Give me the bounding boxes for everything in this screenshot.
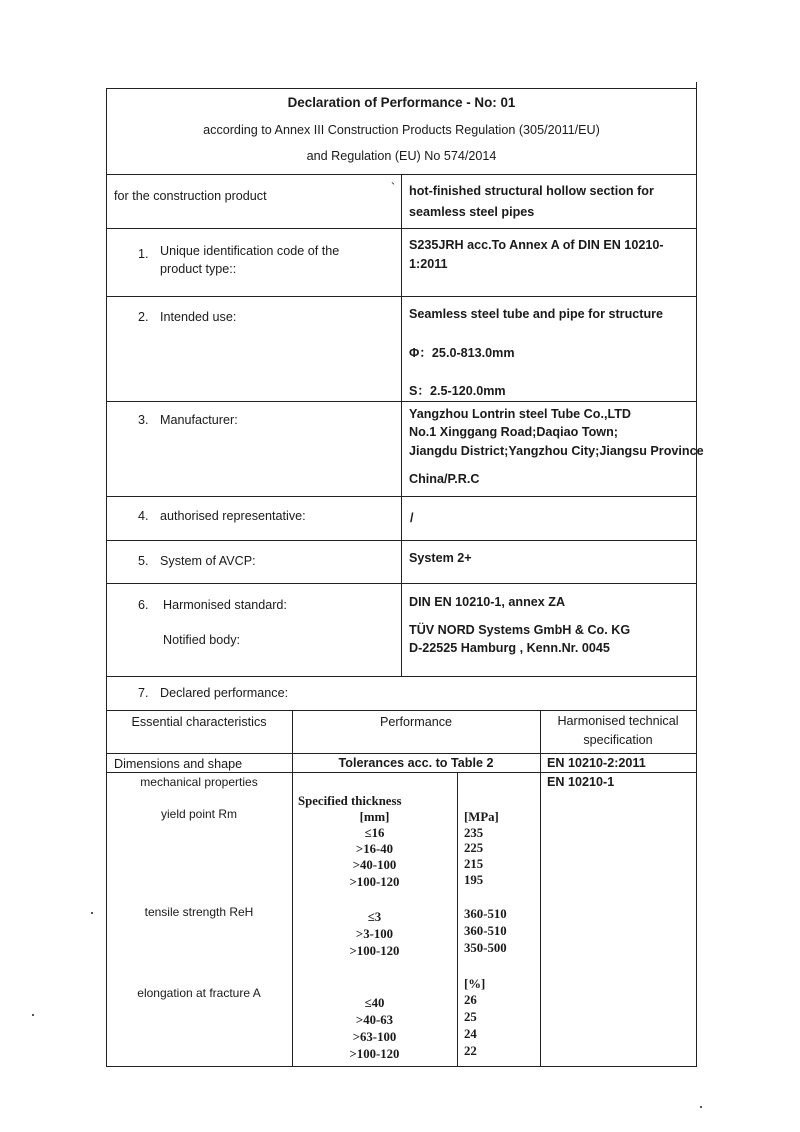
elongation-label: elongation at fracture A [137,986,261,1000]
tensile-thickness: ≤3 [367,910,382,924]
item-value: Jiangdu District;Yangzhou City;Jiangsu Province [409,444,704,458]
document-title: Declaration of Performance - No: 01 [287,95,516,110]
scan-speck [32,1014,34,1016]
mechanical-properties-label: mechanical properties [140,775,258,789]
item-number: 2. [138,310,149,324]
mpa-unit: [MPa] [464,810,499,824]
row-divider [106,710,697,711]
item-value: D-22525 Hamburg , Kenn.Nr. 0045 [409,641,610,655]
thickness-header: Specified thickness [298,794,402,808]
elongation-thickness: >40-63 [355,1013,394,1027]
yield-value: 225 [464,841,484,855]
yield-value: 235 [464,826,484,840]
yield-label: yield point Rm [160,807,238,821]
product-value: hot-finished structural hollow section for [409,184,654,198]
item-label: System of AVCP: [160,554,256,568]
item-label: Manufacturer: [160,413,238,427]
elongation-thickness: >63-100 [352,1030,397,1044]
border-right [696,82,697,1067]
tensile-thickness: >100-120 [349,944,400,958]
percent-unit: [%] [464,977,486,991]
item-value: Seamless steel tube and pipe for structure [409,307,664,321]
item-number: 6. [138,598,149,612]
document-subtitle: according to Annex III Construction Products Regulation (305/2011/EU) [203,123,600,137]
dimensions-characteristic: Dimensions and shape [114,757,243,771]
column-divider [540,710,541,1066]
column-divider [457,772,458,1066]
column-divider [401,174,402,676]
yield-value: 215 [464,857,484,871]
elongation-value: 25 [464,1010,477,1024]
item-label: Notified body: [163,633,241,647]
item-value: System 2+ [409,551,472,565]
item-value: Φ：25.0-813.0mm [409,346,515,360]
elongation-value: 24 [464,1027,477,1041]
item-value: 1:2011 [409,257,448,271]
elongation-value: 22 [464,1044,477,1058]
tensile-value: 350-500 [464,941,507,955]
border-top [106,88,697,89]
item-number: 5. [138,554,149,568]
tensile-label: tensile strength ReH [144,905,254,919]
yield-thickness: >40-100 [352,858,397,872]
item-number: 4. [138,509,149,523]
item-value: S：2.5-120.0mm [409,384,506,398]
yield-thickness: >100-120 [349,875,400,889]
elongation-value: 26 [464,993,477,1007]
tensile-value: 360-510 [464,924,507,938]
elongation-thickness: >100-120 [349,1047,400,1061]
column-header-characteristics: Essential characteristics [131,715,267,729]
dimensions-performance: Tolerances acc. to Table 2 [338,756,494,770]
item-value: S235JRH acc.To Annex A of DIN EN 10210- [409,238,664,252]
item-label: authorised representative: [160,509,306,523]
item-label: Intended use: [160,310,237,324]
product-label: for the construction product [114,189,267,203]
item-value: / [410,511,414,525]
tensile-value: 360-510 [464,907,507,921]
item-label: Declared performance: [160,686,289,700]
item-value: Yangzhou Lontrin steel Tube Co.,LTD [409,407,632,421]
dimensions-spec: EN 10210-2:2011 [547,756,646,770]
column-header-performance: Performance [379,715,453,729]
column-header-spec: specification [583,733,653,747]
thickness-unit: [mm] [359,810,390,824]
item-label: product type:: [160,262,237,276]
scan-mark: ` [391,181,396,195]
scan-speck [91,912,93,914]
item-value: DIN EN 10210-1, annex ZA [409,595,566,609]
yield-thickness: ≤16 [364,826,385,840]
item-number: 3. [138,413,149,427]
item-value: No.1 Xinggang Road;Daqiao Town; [409,425,618,439]
border-left [106,88,107,1067]
item-number: 7. [138,686,149,700]
item-number: 1. [138,247,149,261]
scan-speck [700,1106,702,1108]
product-value: seamless steel pipes [409,205,535,219]
item-value: China/P.R.C [409,472,480,486]
elongation-thickness: ≤40 [364,996,385,1010]
yield-thickness: >16-40 [355,842,394,856]
row-divider [106,676,697,677]
item-label: Unique identification code of the [160,244,340,258]
row-divider [106,772,697,773]
tensile-thickness: >3-100 [355,927,394,941]
item-label: Harmonised standard: [163,598,287,612]
border-bottom [106,1066,697,1067]
mechanical-spec: EN 10210-1 [547,775,615,789]
document-subtitle: and Regulation (EU) No 574/2014 [306,149,497,163]
column-header-spec: Harmonised technical [557,714,679,728]
row-divider [106,753,697,754]
item-value: TÜV NORD Systems GmbH & Co. KG [409,623,631,637]
yield-value: 195 [464,873,484,887]
